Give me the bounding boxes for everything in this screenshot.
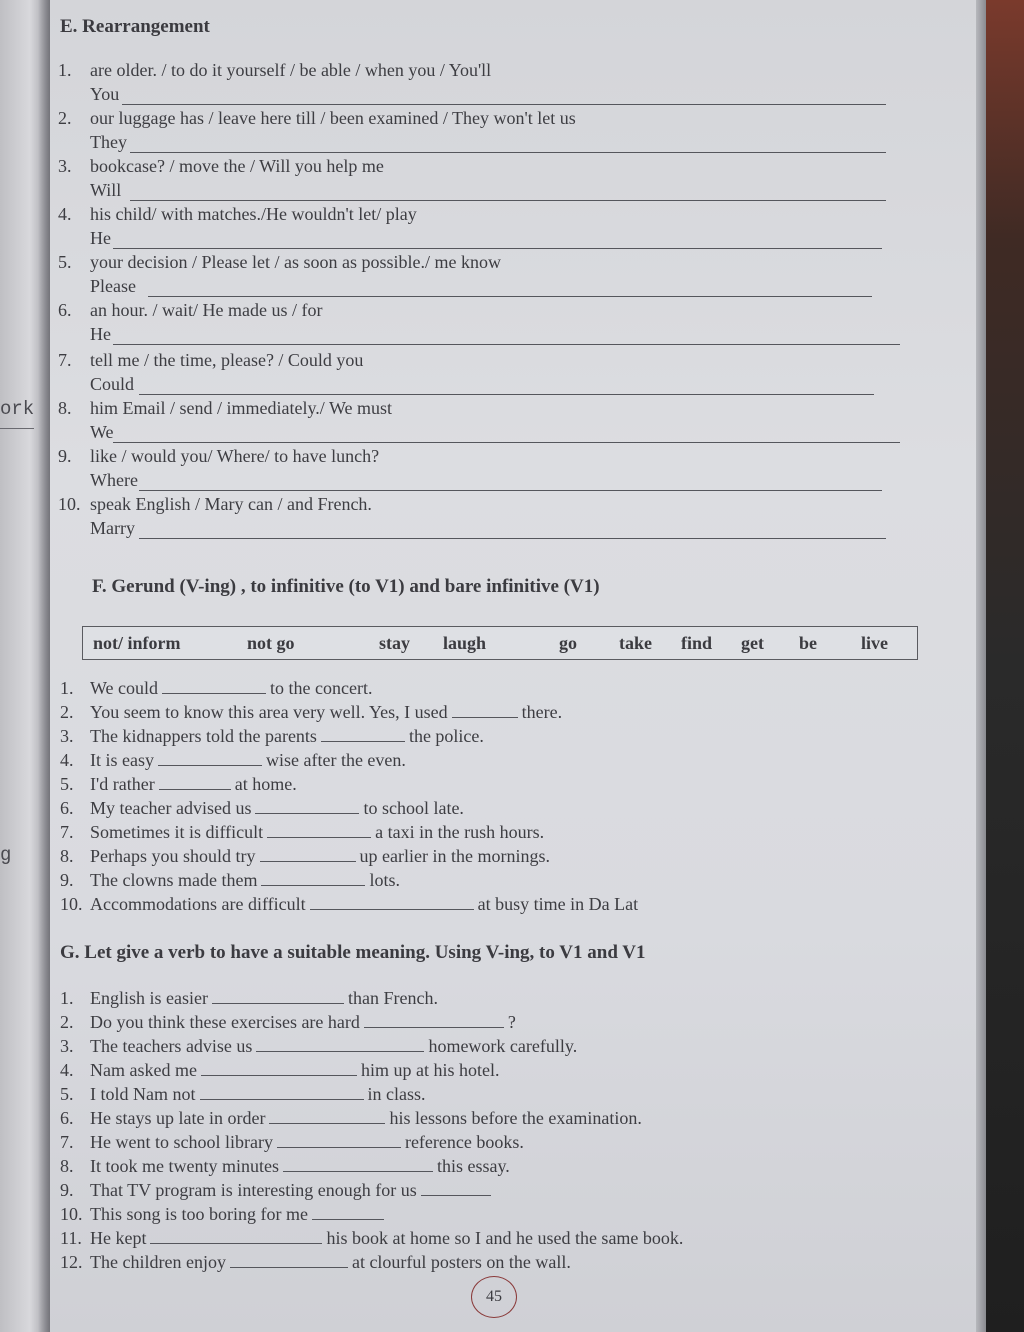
section-g-title: G. Let give a verb to have a suitable meaning. Using V-ing, to V1 and V1: [60, 942, 646, 963]
sentence-end: up earlier in the mornings.: [359, 846, 550, 866]
rearrange-item-7: [58, 350, 363, 371]
sentence-start: Sometimes it is difficult: [90, 822, 264, 842]
item-number: 3.: [60, 726, 74, 746]
rearrange-item-3: [58, 156, 384, 177]
sentence-start: We could: [90, 678, 159, 698]
gerund-item-10: [60, 894, 638, 915]
sentence-start: He stays up late in order: [90, 1108, 266, 1128]
item-number: 2.: [60, 1012, 74, 1032]
fill-in-blank[interactable]: [256, 1037, 424, 1052]
margin-fragment-b: g: [0, 844, 12, 866]
sentence-start: Accommodations are difficult: [90, 894, 306, 914]
item-number: 1.: [60, 678, 74, 698]
fill-in-blank[interactable]: [283, 1157, 433, 1172]
scrambled-words: speak English / Mary can / and French.: [90, 494, 372, 514]
section-f-title: F. Gerund (V-ing) , to infinitive (to V1) and bare infinitive (V1): [92, 576, 600, 597]
scrambled-words: his child/ with matches./He wouldn't let/ play: [90, 204, 417, 224]
sentence-end: homework carefully.: [428, 1036, 578, 1056]
item-number: 4.: [58, 204, 72, 224]
scrambled-words: your decision / Please let / as soon as possible./ me know: [90, 252, 501, 272]
fill-in-blank[interactable]: [312, 1205, 384, 1220]
sentence-end: in class.: [367, 1084, 426, 1104]
word-bank-item: stay: [379, 633, 410, 653]
item-number: 6.: [58, 300, 72, 320]
answer-start-word: Will: [90, 180, 122, 200]
item-number: 6.: [60, 798, 74, 818]
gerund-item-1: [60, 678, 373, 699]
fill-in-blank[interactable]: [200, 1085, 364, 1100]
item-number: 9.: [60, 870, 74, 890]
answer-line[interactable]: [113, 344, 900, 345]
verb-form-item-4: [60, 1060, 499, 1081]
item-number: 5.: [58, 252, 72, 272]
item-number: 5.: [60, 1084, 74, 1104]
sentence-end: to the concert.: [270, 678, 373, 698]
item-number: 9.: [58, 446, 72, 466]
sentence-end: his lessons before the examination.: [389, 1108, 642, 1128]
word-bank-item: find: [681, 633, 713, 653]
verb-form-item-5: [60, 1084, 426, 1105]
verb-form-item-3: [60, 1036, 577, 1057]
sentence-start: This song is too boring for me: [90, 1204, 308, 1224]
item-number: 9.: [60, 1180, 74, 1200]
answer-line[interactable]: [139, 538, 886, 539]
word-bank-item: live: [861, 633, 888, 653]
answer-start-word: He: [90, 228, 111, 248]
sentence-end: ?: [507, 1012, 516, 1032]
sentence-end: the police.: [408, 726, 484, 746]
sentence-start: That TV program is interesting enough for us: [90, 1180, 417, 1200]
item-number: 1.: [60, 988, 74, 1008]
item-number: 11.: [60, 1228, 82, 1248]
item-number: 8.: [60, 846, 74, 866]
word-bank-item: not go: [247, 633, 295, 653]
sentence-start: Nam asked me: [90, 1060, 197, 1080]
item-number: 7.: [58, 350, 72, 370]
fill-in-blank[interactable]: [162, 679, 266, 694]
sentence-end: at busy time in Da Lat: [477, 894, 639, 914]
answer-start-word: Where: [90, 470, 138, 490]
verb-form-item-7: [60, 1132, 524, 1153]
sentence-start: Perhaps you should try: [90, 846, 256, 866]
rearrange-item-6: [58, 300, 322, 321]
item-number: 4.: [60, 750, 74, 770]
sentence-end: his book at home so I and he used the same book.: [326, 1228, 684, 1248]
sentence-start: I'd rather: [90, 774, 155, 794]
answer-line[interactable]: [130, 152, 886, 153]
fill-in-blank[interactable]: [201, 1061, 357, 1076]
sentence-start: The teachers advise us: [90, 1036, 253, 1056]
gerund-item-3: [60, 726, 484, 747]
item-number: 10.: [60, 894, 83, 914]
gerund-item-4: [60, 750, 406, 771]
answer-line[interactable]: [130, 200, 886, 201]
sentence-start: He went to school library: [90, 1132, 273, 1152]
fill-in-blank[interactable]: [421, 1181, 491, 1196]
sentence-end: lots.: [369, 870, 400, 890]
scrambled-words: are older. / to do it yourself / be able / when you / You'll: [90, 60, 492, 80]
item-number: 6.: [60, 1108, 74, 1128]
verb-form-item-6: [60, 1108, 642, 1129]
sentence-start: I told Nam not: [90, 1084, 196, 1104]
sentence-start: My teacher advised us: [90, 798, 252, 818]
scrambled-words: like / would you/ Where/ to have lunch?: [90, 446, 380, 466]
gerund-item-5: [60, 774, 297, 795]
fill-in-blank[interactable]: [159, 775, 231, 790]
rearrange-item-5: [58, 252, 501, 273]
sentence-end: a taxi in the rush hours.: [375, 822, 545, 842]
item-number: 2.: [60, 702, 74, 722]
fill-in-blank[interactable]: [260, 847, 356, 862]
sentence-end: than French.: [347, 988, 438, 1008]
verb-form-item-11: [60, 1228, 683, 1249]
answer-line[interactable]: [148, 296, 872, 297]
sentence-end: him up at his hotel.: [360, 1060, 500, 1080]
verb-form-item-9: [60, 1180, 495, 1201]
fill-in-blank[interactable]: [255, 799, 359, 814]
sentence-start: The children enjoy: [90, 1252, 226, 1272]
word-bank-item: get: [741, 633, 764, 653]
rearrange-item-1: [58, 60, 491, 81]
fill-in-blank[interactable]: [310, 895, 474, 910]
verb-form-item-10: [60, 1204, 388, 1225]
fill-in-blank[interactable]: [277, 1133, 401, 1148]
answer-start-word: Could: [90, 374, 135, 394]
fill-in-blank[interactable]: [230, 1253, 348, 1268]
sentence-start: It is easy: [90, 750, 154, 770]
answer-start-word: Please: [90, 276, 136, 296]
rearrange-item-10: [58, 494, 372, 515]
word-bank-box: [82, 626, 918, 660]
section-e-title: E. Rearrangement: [60, 16, 210, 37]
word-bank-item: not/ inform: [93, 633, 181, 653]
gerund-item-9: [60, 870, 400, 891]
item-number: 5.: [60, 774, 74, 794]
sentence-start: Do you think these exercises are hard: [90, 1012, 360, 1032]
gerund-item-8: [60, 846, 550, 867]
answer-line[interactable]: [139, 394, 874, 395]
item-number: 7.: [60, 1132, 74, 1152]
margin-fragment-a: ork: [0, 398, 35, 420]
sentence-end: at clourful posters on the wall.: [351, 1252, 571, 1272]
answer-start-word: You: [90, 84, 120, 104]
answer-line[interactable]: [113, 248, 882, 249]
verb-form-item-1: [60, 988, 438, 1009]
item-number: 12.: [60, 1252, 83, 1272]
item-number: 8.: [60, 1156, 74, 1176]
rearrange-item-8: [58, 398, 392, 419]
sentence-end: reference books.: [404, 1132, 524, 1152]
answer-start-word: We: [90, 422, 114, 442]
fill-in-blank[interactable]: [158, 751, 262, 766]
sentence-start: The clowns made them: [90, 870, 258, 890]
sentence-start: You seem to know this area very well. Yes, I used: [90, 702, 448, 722]
fill-in-blank[interactable]: [364, 1013, 504, 1028]
item-number: 7.: [60, 822, 74, 842]
sentence-start: English is easier: [90, 988, 208, 1008]
item-number: 10.: [60, 1204, 83, 1224]
answer-start-word: He: [90, 324, 111, 344]
fill-in-blank[interactable]: [261, 871, 365, 886]
answer-start-word: They: [90, 132, 127, 152]
item-number: 1.: [58, 60, 72, 80]
answer-line[interactable]: [113, 442, 900, 443]
item-number: 2.: [58, 108, 72, 128]
fill-in-blank[interactable]: [269, 1109, 385, 1124]
verb-form-item-8: [60, 1156, 510, 1177]
answer-line[interactable]: [122, 104, 886, 105]
gerund-item-7: [60, 822, 544, 843]
scrambled-words: bookcase? / move the / Will you help me: [90, 156, 384, 176]
page-right-edge: [976, 0, 1024, 1332]
sentence-end: this essay.: [436, 1156, 510, 1176]
scrambled-words: him Email / send / immediately./ We must: [90, 398, 393, 418]
scrambled-words: our luggage has / leave here till / been examined / They won't let us: [90, 108, 576, 128]
word-bank-item: go: [559, 633, 577, 653]
scrambled-words: an hour. / wait/ He made us / for: [90, 300, 323, 320]
item-number: 8.: [58, 398, 72, 418]
sentence-end: to school late.: [363, 798, 464, 818]
fill-in-blank[interactable]: [267, 823, 371, 838]
sentence-start: He kept: [90, 1228, 147, 1248]
word-bank-item: take: [619, 633, 652, 653]
item-number: 4.: [60, 1060, 74, 1080]
fill-in-blank[interactable]: [212, 989, 344, 1004]
item-number: 3.: [60, 1036, 74, 1056]
sentence-end: there.: [521, 702, 563, 722]
sentence-end: wise after the even.: [265, 750, 406, 770]
fill-in-blank[interactable]: [452, 703, 518, 718]
rearrange-item-9: [58, 446, 379, 467]
fill-in-blank[interactable]: [150, 1229, 322, 1244]
fill-in-blank[interactable]: [321, 727, 405, 742]
gerund-item-6: [60, 798, 464, 819]
verb-form-item-12: [60, 1252, 571, 1273]
item-number: 10.: [58, 494, 81, 514]
rearrange-item-2: [58, 108, 576, 129]
answer-line[interactable]: [139, 490, 882, 491]
gerund-item-2: [60, 702, 562, 723]
verb-form-item-2: [60, 1012, 516, 1033]
sentence-start: The kidnappers told the parents: [90, 726, 317, 746]
sentence-start: It took me twenty minutes: [90, 1156, 279, 1176]
rearrange-item-4: [58, 204, 417, 225]
scrambled-words: tell me / the time, please? / Could you: [90, 350, 364, 370]
item-number: 3.: [58, 156, 72, 176]
word-bank-item: be: [799, 633, 817, 653]
word-bank-item: laugh: [443, 633, 487, 653]
sentence-end: at home.: [234, 774, 297, 794]
answer-start-word: Marry: [90, 518, 135, 538]
margin-rule: [0, 428, 34, 429]
page-number: 45: [471, 1276, 517, 1318]
